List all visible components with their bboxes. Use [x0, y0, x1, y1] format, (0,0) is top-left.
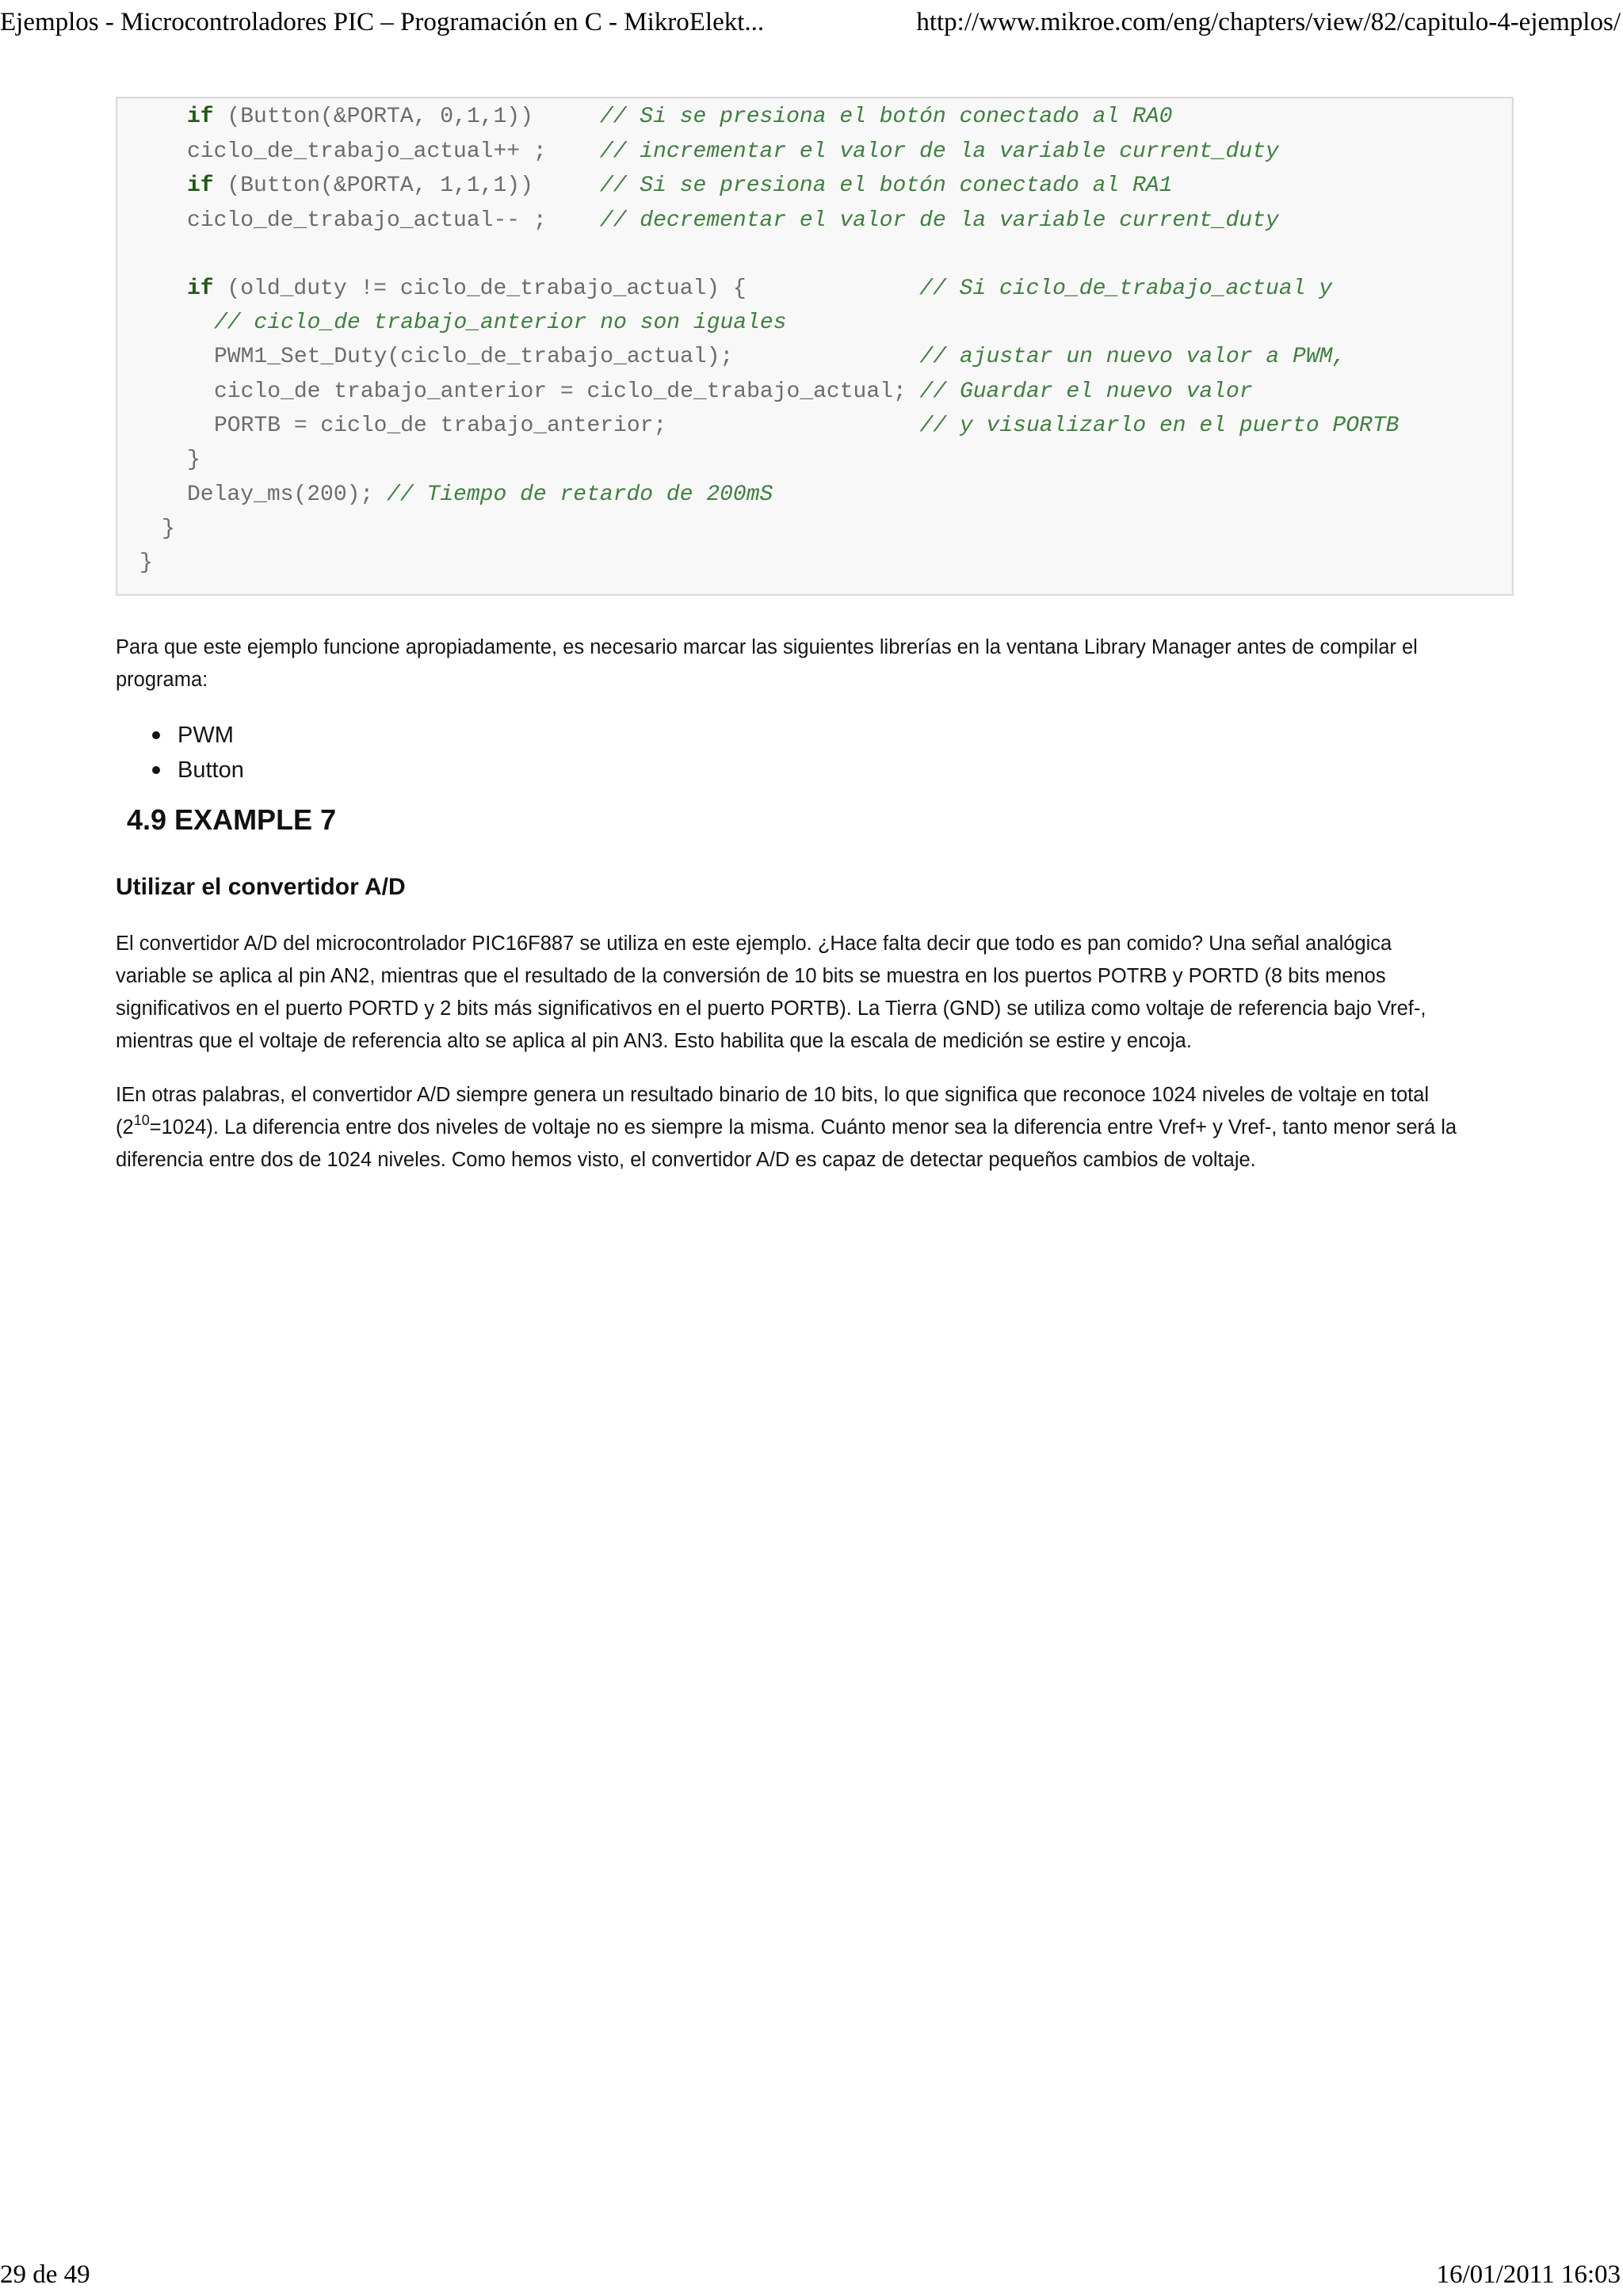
code-line: [187, 101, 1172, 133]
code-line: [214, 376, 1253, 408]
code-text: PWM1_Set_Duty(ciclo_de_trabajo_actual);: [214, 345, 920, 369]
section-heading: 4.9 EXAMPLE 7: [127, 803, 337, 836]
code-text: ciclo_de_trabajo_actual++ ;: [187, 139, 600, 164]
code-text: }: [139, 551, 153, 575]
code-comment: // Tiempo de retardo de 200mS: [387, 482, 773, 507]
list-item-label: Button: [178, 757, 244, 783]
code-keyword: if: [187, 105, 214, 129]
code-keyword: if: [187, 174, 214, 198]
library-list: [116, 718, 244, 788]
code-line: [187, 205, 1279, 237]
code-text: PORTB = ciclo_de trabajo_anterior;: [214, 414, 920, 438]
list-item: [116, 753, 244, 788]
code-line: [187, 479, 773, 511]
code-comment: // ajustar un nuevo valor a PWM,: [919, 345, 1346, 369]
code-listing: [116, 97, 1514, 596]
code-keyword: if: [187, 277, 214, 301]
code-comment: // ciclo_de trabajo_anterior no son iguales: [214, 311, 787, 335]
code-comment: // y visualizarlo en el puerto PORTB: [919, 414, 1400, 438]
code-text: (Button(&PORTA, 1,1,1)): [213, 174, 600, 198]
code-line: [162, 513, 175, 545]
code-text: (Button(&PORTA, 0,1,1)): [213, 105, 600, 129]
code-comment: // Guardar el nuevo valor: [919, 379, 1253, 404]
code-line: [187, 170, 1172, 202]
code-text: ciclo_de trabajo_anterior = ciclo_de_trabajo_actual;: [214, 379, 920, 404]
paragraph-text: IEn otras palabras, el convertidor A/D siempre genera un resultado binario de 10 bits, lo que significa que reconoce 1024 niveles de voltaje en total (2: [116, 1084, 1430, 1138]
section-subheading: Utilizar el convertidor A/D: [116, 874, 406, 900]
list-item-label: PWM: [178, 723, 234, 748]
bullet-icon: [152, 766, 160, 774]
code-text: (old_duty != ciclo_de_trabajo_actual) {: [213, 277, 920, 301]
page-url: http://www.mikroe.com/eng/chapters/view/82/capitulo-4-ejemplos/: [916, 8, 1621, 36]
code-line: [187, 136, 1279, 168]
paragraph-text: =1024). La diferencia entre dos niveles de voltaje no es siempre la misma. Cuánto menor sea la diferencia entre Vref+ y Vref-, tanto menor será la diferencia entre dos de 1024 niveles. Como hemos visto, el convertidor A/D es capaz de detectar pequeños cambios de voltaje.: [116, 1116, 1457, 1171]
code-comment: // Si se presiona el botón conectado al RA1: [599, 174, 1173, 198]
code-line: [139, 547, 153, 579]
code-text: ciclo_de_trabajo_actual-- ;: [187, 208, 600, 233]
print-footer: [0, 2260, 1623, 2292]
code-comment: // Si ciclo_de_trabajo_actual y: [919, 277, 1333, 301]
code-line: [214, 341, 1346, 373]
list-item: [116, 718, 244, 753]
superscript-exponent: 10: [133, 1112, 150, 1128]
code-line: [187, 273, 1332, 305]
code-text: Delay_ms(200);: [187, 482, 388, 507]
code-text: }: [187, 448, 200, 472]
code-line: [187, 444, 200, 476]
bullet-icon: [152, 731, 160, 739]
code-line: [214, 307, 787, 339]
intro-paragraph: Para que este ejemplo funcione apropiadamente, es necesario marcar las siguientes librerías en la ventana Library Manager antes de compilar el programa:: [116, 636, 1418, 691]
paragraph-adc-resolution: [116, 1079, 1463, 1177]
code-line: [214, 410, 1399, 442]
code-text: }: [162, 517, 175, 541]
paragraph-adc-description: El convertidor A/D del microcontrolador PIC16F887 se utiliza en este ejemplo. ¿Hace falta decir que todo es pan comido? Una señal analógica variable se aplica al pin AN2, mientras que el resultado de la conversión de 10 bits se muestra en los puertos POTRB y PORTD (8 bits menos significativos en el puerto PORTD y 2 bits más significativos en el puerto PORTB). La Tierra (GND) se utiliza como voltaje de referencia bajo Vref-, mientras que el voltaje de referencia alto se aplica al pin AN3. Esto habilita que la escala de medición se estire y encoja.: [116, 933, 1426, 1052]
code-comment: // Si se presiona el botón conectado al RA0: [599, 105, 1173, 129]
code-comment: // decrementar el valor de la variable current_duty: [599, 208, 1279, 233]
print-header: [0, 0, 1623, 55]
page-number: 29 de 49: [0, 2260, 90, 2289]
code-comment: // incrementar el valor de la variable current_duty: [599, 139, 1279, 164]
print-datetime: 16/01/2011 16:03: [1436, 2260, 1621, 2289]
page-title: Ejemplos - Microcontroladores PIC – Programación en C - MikroElekt...: [0, 8, 765, 36]
